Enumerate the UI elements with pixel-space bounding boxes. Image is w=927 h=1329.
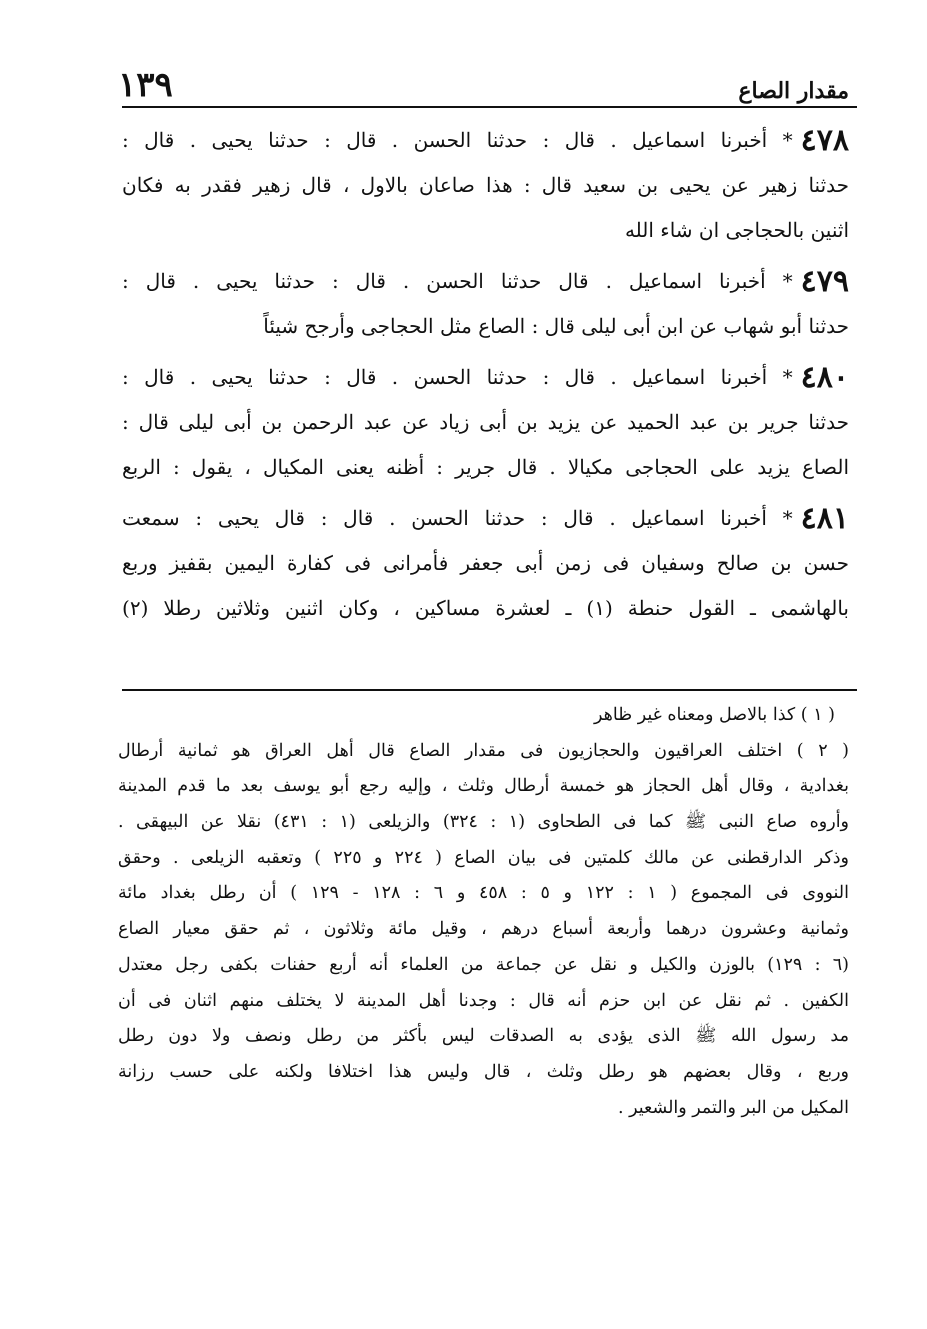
hadith-line: اثنين بالحجاجى ان شاء الله — [624, 218, 849, 242]
hadith-line-text: * أخبرنا اسماعيل . قال : حدثنا الحسن . قال : حدثنا يحيى . قال : — [122, 128, 793, 152]
footnote-2-line: وربع ، وقال بعضهم هو رطل وثلث ، قال وليس هذا اختلافا ولكنه على حسب رزانة — [118, 1061, 849, 1082]
hadith-line — [122, 118, 849, 163]
hadith-line-text: * أخبرنا اسماعيل . قال حدثنا الحسن . قال : حدثنا يحيى . قال : — [122, 269, 793, 293]
footnote-2-line: (٦ : ١٢٩) بالوزن والكيل و نقل عن جماعة من العلماء أنه أربع حفنات بكفى رجل معتدل — [118, 954, 849, 975]
hadith-480 — [122, 355, 849, 490]
hadith-number: ٤٧٨ — [800, 123, 849, 158]
header-divider — [122, 106, 857, 108]
hadith-line-text: * أخبرنا اسماعيل . قال : حدثنا الحسن . قال : حدثنا يحيى . قال : — [122, 365, 793, 389]
hadith-number: ٤٧٩ — [800, 264, 849, 299]
footnote-2-line: مد رسول الله ﷺ الذى يؤدى به الصدقات ليس بأكثر من رطل ونصف ولا دون رطل — [118, 1026, 849, 1047]
footnote-2-line: النووى فى المجموع ( ١ : ١٢٢ و ٥ : ٤٥٨ و ٦ : ١٢٨ - ١٢٩ ) أن رطل بغداد مائة — [118, 883, 849, 904]
hadith-line — [122, 259, 849, 304]
page-number: ١٣٩ — [118, 65, 173, 105]
hadith-line: حدثنا أبو شهاب عن ابن أبى ليلى قال : الصاع مثل الحجاجى وأرجح شيئاً — [263, 314, 849, 338]
hadith-number: ٤٨٠ — [800, 360, 849, 395]
hadith-478 — [122, 118, 849, 253]
running-title: مقدار الصاع — [738, 78, 849, 104]
hadith-line — [122, 355, 849, 400]
hadith-line: حدثنا زهير عن يحيى بن سعيد قال : هذا صاعان بالاول ، قال زهير فقدر به فكان — [122, 173, 849, 197]
footnote-2-line: الكفين . ثم نقل عن ابن حزم أنه قال : وجدنا أهل المدينة لا يختلف منهم اثنان فى أن — [118, 990, 849, 1011]
hadith-479 — [122, 259, 849, 349]
hadith-481 — [122, 496, 849, 631]
hadith-number: ٤٨١ — [800, 501, 849, 536]
footnote-2-line: وثمانية وعشرون درهما وأربعة أسباع درهم ، وقيل مائة وثلاثون ، ثم حقق معيار الصاع — [118, 919, 849, 940]
hadith-line-text: * أخبرنا اسماعيل . قال : حدثنا الحسن . قال : قال يحيى : سمعت — [122, 506, 793, 530]
page-header — [118, 48, 849, 105]
footnotes — [118, 698, 849, 1126]
footnote-2-line: ( ٢ ) اختلف العراقيون والحجازيون فى مقدار الصاع قال أهل العراق هو ثمانية أرطال — [118, 740, 849, 761]
hadith-line — [122, 496, 849, 541]
hadith-line: حسن بن صالح وسفيان فى زمن أبى جعفر فأمرانى فى كفارة اليمين بقفيز وربع — [122, 551, 849, 575]
footnote-2-line: المكيل من البر والتمر والشعير . — [617, 1097, 849, 1118]
footnote-2-line: وذكر الدارقطنى عن مالك كلمتين فى بيان الصاع ( ٢٢٤ و ٢٢٥ ) وتعقبه الزيلعى . وحقق — [118, 847, 849, 868]
hadith-line: الصاع يزيد على الحجاجى مكيالا . قال جرير : أظنه يعنى المكيال ، يقول : الربع — [122, 455, 849, 479]
main-text — [122, 118, 849, 637]
hadith-line: حدثنا جرير بن عبد الحميد عن يزيد بن أبى زياد عن عبد الرحمن بن أبى ليلى قال : — [122, 410, 849, 434]
footnote-2-line: بغدادية ، وقال أهل الحجاز هو خمسة أرطال وثلث ، وإليه رجع أبو يوسف بعد ما قدم المدينة — [118, 776, 849, 797]
footnote-divider — [122, 689, 857, 691]
hadith-line: بالهاشمى ـ القول حنطة (١) ـ لعشرة مساكين ، وكان اثنين وثلاثين رطلا (٢) — [122, 596, 849, 620]
footnote-2-line: وأروه صاع النبى ﷺ كما فى الطحاوى (١ : ٣٢٤) والزيلعى (١ : ٤٣١) نقلا عن البيهقى . — [118, 812, 849, 833]
footnote-1: ( ١ ) كذا بالاصل ومعناه غير ظاهر — [594, 705, 835, 725]
